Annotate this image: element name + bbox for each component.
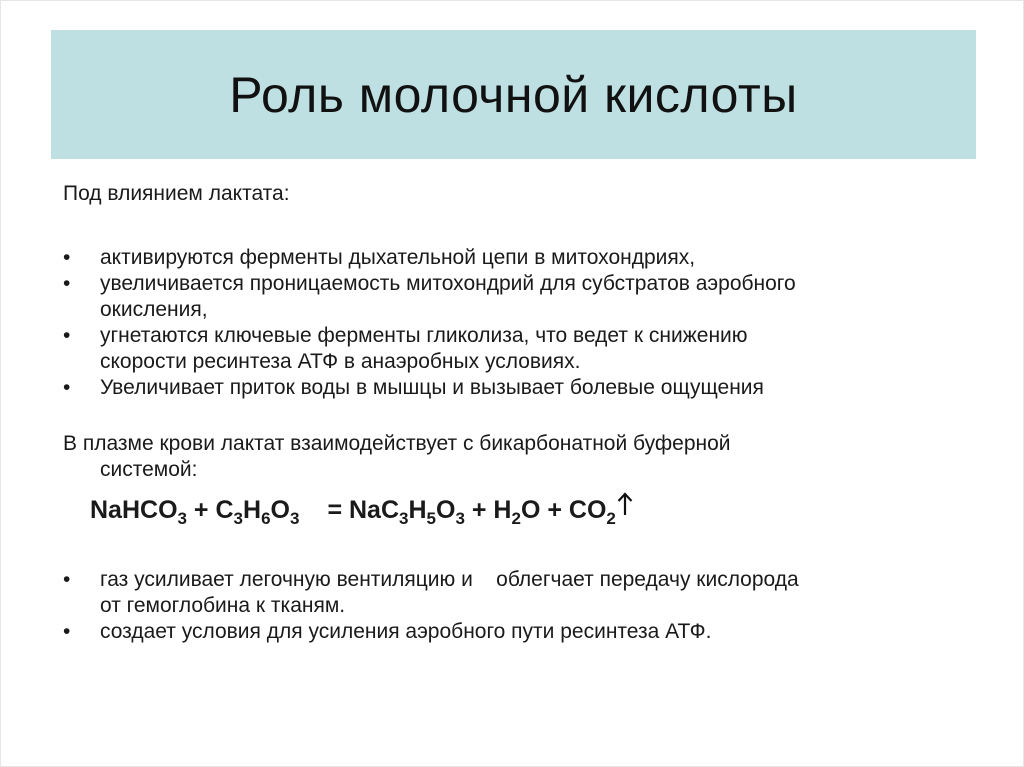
formula-text: + H	[464, 496, 512, 524]
bullet-icon: •	[63, 246, 71, 269]
list-item-text-continued: от гемоглобина к тканям.	[100, 594, 346, 617]
up-arrow-icon	[617, 491, 633, 525]
effects-list	[63, 245, 983, 401]
slide-title: Роль молочной кислоты	[229, 66, 798, 123]
gas-effects-list	[63, 567, 983, 645]
intro-text: Под влиянием лактата:	[63, 182, 290, 205]
formula-text: = NaC	[327, 496, 400, 524]
chemical-equation	[90, 491, 983, 527]
plasma-text-continued: системой:	[100, 458, 198, 481]
subscript: 2	[606, 509, 616, 528]
list-item-text: увеличивается проницаемость митохондрий для субстратов аэробного	[100, 272, 796, 295]
subscript: 5	[426, 509, 437, 528]
subscript: 6	[261, 509, 271, 528]
formula-text: O	[436, 496, 456, 524]
list-item	[63, 323, 983, 375]
slide-body	[63, 181, 983, 645]
formula-text: H	[243, 496, 262, 524]
subscript: 3	[289, 509, 300, 528]
bullet-icon: •	[63, 272, 71, 295]
list-item	[63, 375, 983, 401]
subscript: 3	[233, 509, 243, 528]
list-item	[63, 567, 983, 619]
bullet-icon: •	[63, 568, 71, 591]
list-item-text: угнетаются ключевые ферменты гликолиза, что ведет к снижению	[100, 324, 748, 347]
list-item-text-continued: окисления,	[100, 298, 208, 321]
formula-text: O + CO	[520, 496, 607, 524]
equation-right-side	[327, 496, 616, 528]
equation-left-side	[90, 496, 300, 528]
list-item	[63, 271, 983, 323]
bullet-icon: •	[63, 620, 71, 643]
list-item-text: газ усиливает легочную вентиляцию и облегчает передачу кислорода	[100, 568, 799, 591]
plasma-text	[63, 431, 983, 483]
subscript: 2	[511, 509, 521, 528]
title-band	[51, 30, 976, 159]
subscript: 3	[455, 509, 465, 528]
list-item-text-continued: скорости ресинтеза АТФ в анаэробных условиях.	[100, 350, 581, 373]
list-item	[63, 245, 983, 271]
list-item-text: создает условия для усиления аэробного пути ресинтеза АТФ.	[100, 620, 712, 643]
formula-text: O	[270, 496, 290, 524]
plasma-text-line: В плазме крови лактат взаимодействует с бикарбонатной буферной	[63, 432, 731, 455]
formula-text: + C	[186, 496, 234, 524]
formula-text: NaHCO	[90, 496, 178, 524]
bullet-icon: •	[63, 324, 71, 347]
list-item-text: Увеличивает приток воды в мышцы и вызывает болевые ощущения	[100, 376, 764, 399]
subscript: 3	[399, 509, 409, 528]
subscript: 3	[177, 509, 187, 528]
formula-text: H	[408, 496, 427, 524]
bullet-icon: •	[63, 376, 71, 399]
list-item	[63, 619, 983, 645]
list-item-text: активируются ферменты дыхательной цепи в митохондриях,	[100, 246, 696, 269]
